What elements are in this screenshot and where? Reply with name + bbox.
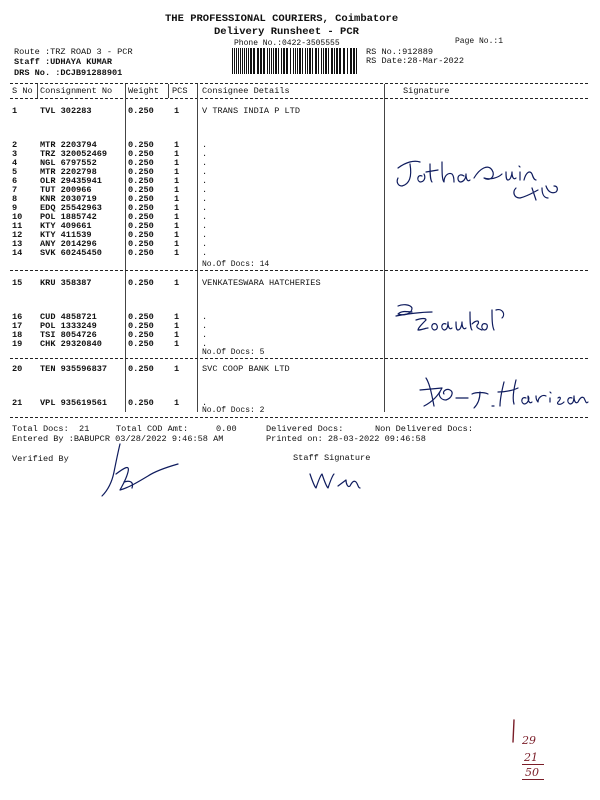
row-sno: 9 xyxy=(12,203,18,213)
row-detail: . xyxy=(202,212,208,222)
verifier-signature xyxy=(94,438,194,506)
col-divider xyxy=(37,84,38,98)
row-detail: . xyxy=(202,221,208,231)
row-sno: 21 xyxy=(12,398,23,408)
row-consignment: KRU 358387 xyxy=(40,278,92,288)
rs-number: RS No.:912889 xyxy=(366,47,434,57)
row-pcs: 1 xyxy=(174,398,180,408)
row-pcs: 1 xyxy=(174,194,180,204)
row-pcs: 1 xyxy=(174,239,180,249)
consignee-name: V TRANS INDIA P LTD xyxy=(202,106,300,116)
barcode-bar xyxy=(286,48,288,74)
barcode-bar xyxy=(347,48,348,74)
row-detail: . xyxy=(202,158,208,168)
row-pcs: 1 xyxy=(174,158,180,168)
row-weight: 0.250 xyxy=(128,185,154,195)
drs-number: DRS No. :DCJB91288901 xyxy=(14,68,123,78)
row-weight: 0.250 xyxy=(128,321,154,331)
tally-rule xyxy=(522,764,544,765)
barcode-bar xyxy=(315,48,317,74)
row-weight: 0.250 xyxy=(128,248,154,258)
barcode-bar xyxy=(278,48,279,74)
barcode-bar xyxy=(318,48,319,74)
row-consignment: TRZ 320052469 xyxy=(40,149,108,159)
barcode-bar xyxy=(356,48,357,74)
row-consignment: NGL 6797552 xyxy=(40,158,97,168)
row-weight: 0.250 xyxy=(128,158,154,168)
row-consignment: CHK 29320840 xyxy=(40,339,102,349)
row-weight: 0.250 xyxy=(128,339,154,349)
row-pcs: 1 xyxy=(174,339,180,349)
row-pcs: 1 xyxy=(174,278,180,288)
row-sno: 12 xyxy=(12,230,23,240)
barcode-bar xyxy=(260,48,262,74)
barcode-bar xyxy=(309,48,311,74)
row-detail: . xyxy=(202,185,208,195)
row-consignment: TUT 200966 xyxy=(40,185,92,195)
row-consignment: MTR 2202798 xyxy=(40,167,97,177)
document-title: Delivery Runsheet - PCR xyxy=(214,26,359,38)
row-pcs: 1 xyxy=(174,312,180,322)
non-delivered-docs: Non Delivered Docs: xyxy=(375,424,473,434)
row-weight: 0.250 xyxy=(128,106,154,116)
table-top-rule xyxy=(10,83,588,84)
row-weight: 0.250 xyxy=(128,312,154,322)
barcode-bar xyxy=(234,48,235,74)
barcode-bar xyxy=(293,48,294,74)
row-consignment: KTY 411539 xyxy=(40,230,92,240)
verified-by-label: Verified By xyxy=(12,454,69,464)
group-doc-count: No.Of Docs: 14 xyxy=(202,260,270,269)
barcode-bar xyxy=(331,48,333,74)
row-detail: . xyxy=(202,321,208,331)
barcode-bar xyxy=(339,48,341,74)
row-detail: . xyxy=(202,398,208,408)
row-sno: 7 xyxy=(12,185,18,195)
row-weight: 0.250 xyxy=(128,239,154,249)
row-pcs: 1 xyxy=(174,185,180,195)
barcode-bar xyxy=(321,48,322,74)
col-signature: Signature xyxy=(403,86,450,96)
row-sno: 18 xyxy=(12,330,23,340)
row-detail: . xyxy=(202,230,208,240)
row-consignment: ANY 2014296 xyxy=(40,239,97,249)
barcode-bar xyxy=(353,48,355,74)
col-divider xyxy=(168,84,169,98)
row-weight: 0.250 xyxy=(128,140,154,150)
barcode-bar xyxy=(281,48,282,74)
barcode-bar xyxy=(350,48,352,74)
total-cod-value: 0.00 xyxy=(216,424,237,434)
table-row xyxy=(0,340,600,349)
barcode-bar xyxy=(242,48,243,74)
row-sno: 14 xyxy=(12,248,23,258)
col-weight: Weight xyxy=(128,86,159,96)
row-weight: 0.250 xyxy=(128,364,154,374)
barcode-bar xyxy=(307,48,308,74)
barcode-bar xyxy=(238,48,239,74)
row-sno: 17 xyxy=(12,321,23,331)
row-detail: . xyxy=(202,203,208,213)
printed-on: Printed on: 28-03-2022 09:46:58 xyxy=(266,434,426,444)
rs-date: RS Date:28-Mar-2022 xyxy=(366,56,464,66)
barcode-bar xyxy=(248,48,249,74)
row-sno: 5 xyxy=(12,167,18,177)
row-sno: 19 xyxy=(12,339,23,349)
row-consignment: SVK 60245450 xyxy=(40,248,102,258)
tally-stroke xyxy=(508,718,518,746)
row-weight: 0.250 xyxy=(128,203,154,213)
staff-signature-label: Staff Signature xyxy=(293,453,371,463)
row-pcs: 1 xyxy=(174,106,180,116)
barcode-bar xyxy=(297,48,298,74)
row-weight: 0.250 xyxy=(128,149,154,159)
barcode xyxy=(231,48,359,74)
row-detail: . xyxy=(202,140,208,150)
row-detail: . xyxy=(202,248,208,258)
row-detail: . xyxy=(202,167,208,177)
barcode-bar xyxy=(267,48,268,74)
barcode-bar xyxy=(328,48,329,74)
row-pcs: 1 xyxy=(174,221,180,231)
staff-label: Staff :UDHAYA KUMAR xyxy=(14,57,112,67)
barcode-bar xyxy=(290,48,291,74)
row-pcs: 1 xyxy=(174,203,180,213)
col-consignment: Consignment No xyxy=(40,86,113,96)
row-sno: 3 xyxy=(12,149,18,159)
receiver-signature-1 xyxy=(392,150,572,210)
table-header-rule xyxy=(10,98,588,99)
row-pcs: 1 xyxy=(174,248,180,258)
row-pcs: 1 xyxy=(174,167,180,177)
total-docs: Total Docs: 21 xyxy=(12,424,90,434)
barcode-bar xyxy=(246,48,247,74)
group-doc-count: No.Of Docs: 5 xyxy=(202,348,265,357)
row-sno: 15 xyxy=(12,278,23,288)
row-pcs: 1 xyxy=(174,212,180,222)
row-consignment: TSI 8054726 xyxy=(40,330,97,340)
barcode-bar xyxy=(269,48,270,74)
barcode-bar xyxy=(283,48,285,74)
company-name: THE PROFESSIONAL COURIERS, Coimbatore xyxy=(165,13,399,25)
receiver-signature-2 xyxy=(392,296,522,336)
row-weight: 0.250 xyxy=(128,398,154,408)
tally-value: 21 xyxy=(524,751,538,764)
row-pcs: 1 xyxy=(174,149,180,159)
consignee-name: SVC COOP BANK LTD xyxy=(202,364,290,374)
row-weight: 0.250 xyxy=(128,230,154,240)
barcode-bar xyxy=(295,48,296,74)
row-consignment: MTR 2203794 xyxy=(40,140,97,150)
barcode-bar xyxy=(273,48,274,74)
col-consignee: Consignee Details xyxy=(202,86,290,96)
route-label: Route :TRZ ROAD 3 - PCR xyxy=(14,47,133,57)
barcode-bar xyxy=(336,48,338,74)
row-weight: 0.250 xyxy=(128,278,154,288)
row-consignment: KNR 2030719 xyxy=(40,194,97,204)
row-consignment: POL 1885742 xyxy=(40,212,97,222)
total-cod-label: Total COD Amt: xyxy=(116,424,189,434)
row-pcs: 1 xyxy=(174,330,180,340)
row-detail: . xyxy=(202,330,208,340)
delivered-docs: Delivered Docs: xyxy=(266,424,344,434)
barcode-bar xyxy=(232,48,233,74)
barcode-bar xyxy=(250,48,252,74)
row-detail: . xyxy=(202,176,208,186)
row-sno: 8 xyxy=(12,194,18,204)
row-sno: 20 xyxy=(12,364,23,374)
row-sno: 10 xyxy=(12,212,23,222)
consignee-name: VENKATESWARA HATCHERIES xyxy=(202,278,321,288)
row-pcs: 1 xyxy=(174,230,180,240)
row-sno: 13 xyxy=(12,239,23,249)
table-header xyxy=(0,87,600,96)
row-sno: 2 xyxy=(12,140,18,150)
barcode-bar xyxy=(312,48,313,74)
barcode-bar xyxy=(343,48,345,74)
barcode-bar xyxy=(240,48,241,74)
barcode-bar xyxy=(236,48,237,74)
row-consignment: TEN 935596837 xyxy=(40,364,108,374)
row-pcs: 1 xyxy=(174,140,180,150)
tally-rule xyxy=(522,779,544,780)
row-weight: 0.250 xyxy=(128,330,154,340)
row-weight: 0.250 xyxy=(128,221,154,231)
row-consignment: OLR 29435941 xyxy=(40,176,102,186)
tally-value: 29 xyxy=(522,734,536,747)
barcode-bar xyxy=(323,48,324,74)
row-detail: . xyxy=(202,194,208,204)
phone-number: Phone No.:0422-3505555 xyxy=(234,39,340,48)
row-consignment: VPL 935619561 xyxy=(40,398,108,408)
col-pcs: PCS xyxy=(172,86,188,96)
row-detail: . xyxy=(202,312,208,322)
row-sno: 11 xyxy=(12,221,23,231)
row-weight: 0.250 xyxy=(128,194,154,204)
barcode-bar xyxy=(263,48,265,74)
tally-value: 50 xyxy=(525,766,539,779)
row-sno: 16 xyxy=(12,312,23,322)
group-separator xyxy=(10,270,588,271)
barcode-bar xyxy=(325,48,327,74)
barcode-bar xyxy=(257,48,259,74)
barcode-bar xyxy=(271,48,272,74)
row-detail: . xyxy=(202,239,208,249)
group-doc-count: No.Of Docs: 2 xyxy=(202,406,265,415)
row-consignment: CUD 4858721 xyxy=(40,312,97,322)
row-detail: . xyxy=(202,339,208,349)
row-detail: . xyxy=(202,149,208,159)
row-sno: 4 xyxy=(12,158,18,168)
barcode-bar xyxy=(305,48,306,74)
row-pcs: 1 xyxy=(174,176,180,186)
table-row xyxy=(0,279,600,288)
row-consignment: KTY 409661 xyxy=(40,221,92,231)
table-row xyxy=(0,107,600,116)
row-consignment: POL 1333249 xyxy=(40,321,97,331)
staff-signature xyxy=(306,466,366,492)
entered-by: Entered By :BABUPCR 03/28/2022 9:46:58 AM xyxy=(12,434,224,444)
row-weight: 0.250 xyxy=(128,212,154,222)
row-consignment: TVL 302283 xyxy=(40,106,92,116)
barcode-bar xyxy=(302,48,303,74)
barcode-bar xyxy=(253,48,255,74)
row-consignment: EDQ 25542963 xyxy=(40,203,102,213)
receiver-signature-3 xyxy=(410,368,590,418)
row-pcs: 1 xyxy=(174,321,180,331)
page-number: Page No.:1 xyxy=(455,37,504,46)
barcode-bar xyxy=(334,48,335,74)
row-sno: 6 xyxy=(12,176,18,186)
row-sno: 1 xyxy=(12,106,18,116)
row-weight: 0.250 xyxy=(128,167,154,177)
barcode-bar xyxy=(275,48,277,74)
barcode-bar xyxy=(299,48,301,74)
barcode-bar xyxy=(244,48,245,74)
table-row xyxy=(0,249,600,258)
row-weight: 0.250 xyxy=(128,176,154,186)
row-pcs: 1 xyxy=(174,364,180,374)
group-separator xyxy=(10,358,588,359)
col-sno: S No xyxy=(12,86,33,96)
